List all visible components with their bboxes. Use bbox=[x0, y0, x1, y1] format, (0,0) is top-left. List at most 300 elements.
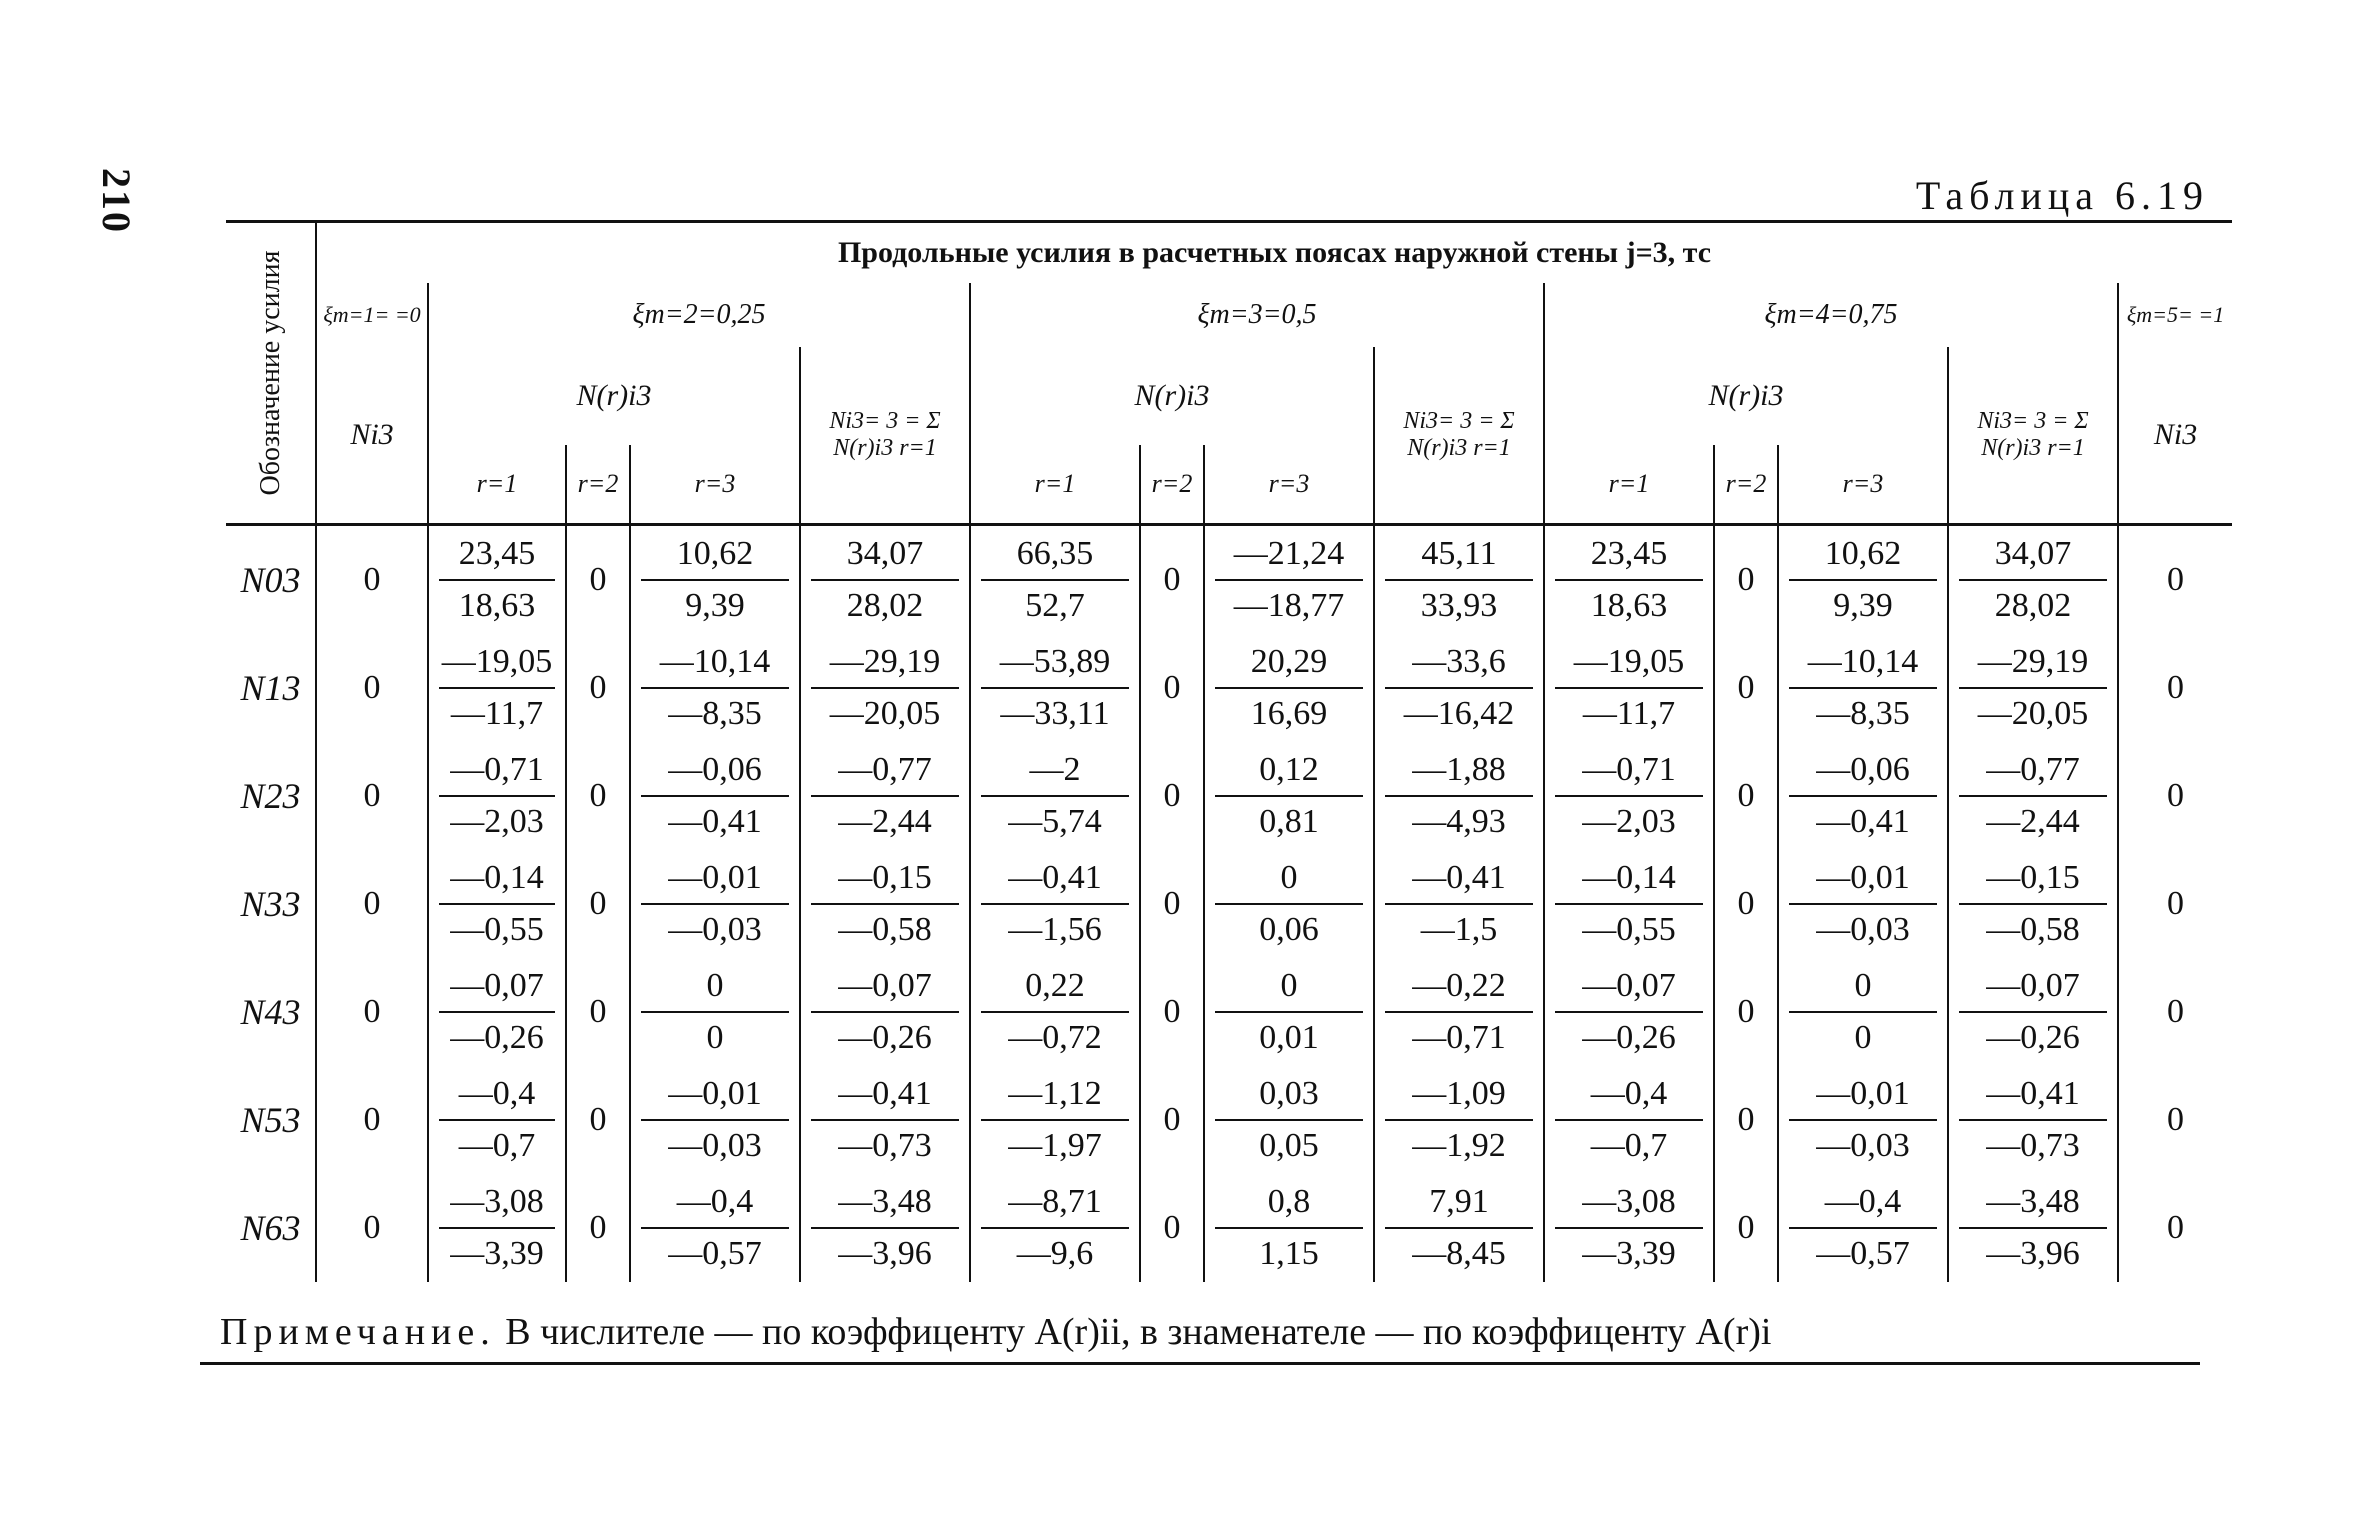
numerator: —0,07 bbox=[811, 961, 959, 1013]
fraction bbox=[429, 637, 565, 739]
fraction-cell bbox=[1204, 634, 1374, 742]
numerator: —1,88 bbox=[1385, 745, 1533, 797]
numerator: —0,71 bbox=[1555, 745, 1703, 797]
denominator: —0,7 bbox=[1590, 1127, 1668, 1164]
fraction bbox=[1205, 1177, 1373, 1279]
xi-group-2: ξm=2=0,25 bbox=[428, 283, 970, 347]
denominator: —0,73 bbox=[1986, 1127, 2080, 1164]
value-xi5: 0 bbox=[2118, 525, 2232, 635]
fraction-cell bbox=[1544, 742, 1714, 850]
zero-cell: 0 bbox=[1714, 850, 1778, 958]
fraction bbox=[971, 1177, 1139, 1279]
fraction-cell bbox=[1374, 1066, 1544, 1174]
denominator: —33,11 bbox=[1000, 695, 1110, 732]
fraction bbox=[1779, 529, 1947, 631]
fraction-cell bbox=[1204, 958, 1374, 1066]
r1-header: r=1 bbox=[428, 445, 566, 525]
numerator: 0 bbox=[1215, 853, 1363, 905]
force-label: N43 bbox=[240, 992, 301, 1032]
table-row bbox=[226, 742, 2232, 850]
table-row bbox=[226, 1174, 2232, 1282]
force-label: N33 bbox=[240, 884, 301, 924]
numerator: 66,35 bbox=[981, 529, 1129, 581]
zero-cell: 0 bbox=[566, 958, 630, 1066]
numerator: —0,07 bbox=[1555, 961, 1703, 1013]
denominator: 52,7 bbox=[1025, 587, 1085, 624]
fraction-cell bbox=[1204, 525, 1374, 635]
fraction-cell bbox=[1778, 850, 1948, 958]
fraction-cell bbox=[1948, 634, 2118, 742]
zero-cell: 0 bbox=[1714, 1066, 1778, 1174]
zero-cell: 0 bbox=[1140, 850, 1204, 958]
note-text: В числителе — по коэффиценту A(r)ii, в знаменателе — по коэффиценту A(r)i bbox=[505, 1311, 1772, 1353]
denominator: —1,56 bbox=[1008, 911, 1102, 948]
denominator: —0,58 bbox=[1986, 911, 2080, 948]
fraction bbox=[971, 961, 1139, 1063]
zero-cell: 0 bbox=[1140, 1174, 1204, 1282]
denominator: —11,7 bbox=[450, 695, 544, 732]
numerator: —0,41 bbox=[981, 853, 1129, 905]
force-label: N13 bbox=[240, 668, 301, 708]
fraction-cell bbox=[428, 1174, 566, 1282]
numerator: —0,41 bbox=[811, 1069, 959, 1121]
numerator: —0,22 bbox=[1385, 961, 1533, 1013]
denominator: —0,26 bbox=[1986, 1019, 2080, 1056]
fraction bbox=[429, 853, 565, 955]
numerator: —0,07 bbox=[439, 961, 555, 1013]
numerator: 0,22 bbox=[981, 961, 1129, 1013]
xi-group-4: ξm=4=0,75 bbox=[1544, 283, 2118, 347]
numerator: —3,48 bbox=[811, 1177, 959, 1229]
numerator: 0,8 bbox=[1215, 1177, 1363, 1229]
value-xi1: 0 bbox=[316, 1174, 428, 1282]
value-xi1: 0 bbox=[316, 958, 428, 1066]
numerator: 7,91 bbox=[1385, 1177, 1533, 1229]
numerator: 34,07 bbox=[1959, 529, 2107, 581]
numerator: 34,07 bbox=[811, 529, 959, 581]
sum-header-4: Ni3= 3 = Σ N(r)i3 r=1 bbox=[1948, 347, 2118, 525]
value-xi5: 0 bbox=[2118, 958, 2232, 1066]
numerator: 0,03 bbox=[1215, 1069, 1363, 1121]
numerator: 0 bbox=[1215, 961, 1363, 1013]
fraction-cell bbox=[630, 525, 800, 635]
xi-group-5: ξm=5= =1 bbox=[2118, 283, 2232, 347]
fraction-cell bbox=[1204, 1066, 1374, 1174]
fraction bbox=[1205, 529, 1373, 631]
denominator: —0,03 bbox=[668, 911, 762, 948]
fraction bbox=[971, 853, 1139, 955]
fraction bbox=[1205, 637, 1373, 739]
fraction-cell bbox=[1544, 634, 1714, 742]
fraction bbox=[631, 961, 799, 1063]
sum-header-2: Ni3= 3 = Σ N(r)i3 r=1 bbox=[800, 347, 970, 525]
table-note bbox=[220, 1310, 1771, 1354]
zero-cell: 0 bbox=[1714, 958, 1778, 1066]
fraction bbox=[1949, 1177, 2117, 1279]
denominator: —1,5 bbox=[1420, 911, 1498, 948]
fraction bbox=[631, 1177, 799, 1279]
fraction bbox=[1375, 1177, 1543, 1279]
bottom-rule bbox=[200, 1362, 2200, 1365]
fraction bbox=[1779, 961, 1947, 1063]
force-label: N03 bbox=[240, 560, 301, 600]
fraction bbox=[631, 637, 799, 739]
fraction bbox=[971, 745, 1139, 847]
numerator: —0,01 bbox=[641, 853, 789, 905]
denominator: —0,58 bbox=[838, 911, 932, 948]
zero-cell: 0 bbox=[1140, 525, 1204, 635]
fraction-cell bbox=[630, 634, 800, 742]
zero-cell: 0 bbox=[1714, 1174, 1778, 1282]
r2-header: r=2 bbox=[1140, 445, 1204, 525]
fraction-cell bbox=[970, 1066, 1140, 1174]
nri3-header-2: N(r)i3 bbox=[428, 347, 800, 445]
numerator: —53,89 bbox=[981, 637, 1129, 689]
fraction bbox=[801, 961, 969, 1063]
denominator: —0,26 bbox=[1582, 1019, 1676, 1056]
denominator: —0,72 bbox=[1008, 1019, 1102, 1056]
value-xi5: 0 bbox=[2118, 1066, 2232, 1174]
zero-cell: 0 bbox=[1714, 742, 1778, 850]
value-xi1: 0 bbox=[316, 850, 428, 958]
denominator: —3,39 bbox=[1582, 1235, 1676, 1272]
denominator: —0,26 bbox=[450, 1019, 544, 1056]
value-xi5: 0 bbox=[2118, 634, 2232, 742]
numerator: —0,71 bbox=[439, 745, 555, 797]
zero-cell: 0 bbox=[1140, 742, 1204, 850]
denominator: —0,03 bbox=[1816, 911, 1910, 948]
fraction-cell bbox=[428, 1066, 566, 1174]
numerator: —19,05 bbox=[439, 637, 555, 689]
denominator: —0,57 bbox=[668, 1235, 762, 1272]
page-number: 210 bbox=[94, 168, 139, 234]
numerator: 23,45 bbox=[1555, 529, 1703, 581]
fraction-cell bbox=[428, 742, 566, 850]
fraction bbox=[1545, 961, 1713, 1063]
fraction-cell bbox=[1948, 958, 2118, 1066]
zero-cell: 0 bbox=[566, 1066, 630, 1174]
fraction bbox=[1949, 853, 2117, 955]
table-caption: Таблица 6.19 bbox=[1915, 173, 2209, 218]
numerator: —0,4 bbox=[641, 1177, 789, 1229]
fraction bbox=[1779, 1177, 1947, 1279]
force-label: N63 bbox=[240, 1208, 301, 1248]
value-xi5: 0 bbox=[2118, 742, 2232, 850]
zero-cell: 0 bbox=[566, 634, 630, 742]
fraction bbox=[801, 637, 969, 739]
numerator: —10,14 bbox=[641, 637, 789, 689]
denominator: —2,03 bbox=[1582, 803, 1676, 840]
fraction bbox=[429, 1177, 565, 1279]
note-label: Примечание. bbox=[220, 1311, 496, 1353]
numerator: —0,06 bbox=[641, 745, 789, 797]
numerator: —0,77 bbox=[811, 745, 959, 797]
denominator: —0,71 bbox=[1412, 1019, 1506, 1056]
numerator: —0,15 bbox=[811, 853, 959, 905]
fraction-cell bbox=[428, 850, 566, 958]
fraction bbox=[429, 529, 565, 631]
zero-cell: 0 bbox=[1140, 958, 1204, 1066]
r1-header: r=1 bbox=[1544, 445, 1714, 525]
fraction-cell bbox=[1948, 850, 2118, 958]
data-table-container bbox=[226, 220, 2225, 1282]
fraction-cell bbox=[1778, 1174, 1948, 1282]
fraction-cell bbox=[1778, 1066, 1948, 1174]
numerator: 20,29 bbox=[1215, 637, 1363, 689]
zero-cell: 0 bbox=[566, 1174, 630, 1282]
numerator: —0,01 bbox=[641, 1069, 789, 1121]
nri3-header-4: N(r)i3 bbox=[1544, 347, 1948, 445]
denominator: 1,15 bbox=[1259, 1235, 1319, 1272]
fraction-cell bbox=[1374, 742, 1544, 850]
zero-cell: 0 bbox=[566, 742, 630, 850]
r1-header: r=1 bbox=[970, 445, 1140, 525]
numerator: 0 bbox=[641, 961, 789, 1013]
fraction bbox=[631, 745, 799, 847]
fraction bbox=[429, 745, 565, 847]
table-body bbox=[226, 525, 2232, 1283]
ni3-header-1: Ni3 bbox=[316, 347, 428, 525]
fraction-cell bbox=[800, 1066, 970, 1174]
fraction bbox=[631, 853, 799, 955]
table-row bbox=[226, 958, 2232, 1066]
numerator: 0 bbox=[1789, 961, 1937, 1013]
denominator: 18,63 bbox=[1590, 587, 1668, 624]
fraction bbox=[1205, 961, 1373, 1063]
zero-cell: 0 bbox=[566, 850, 630, 958]
denominator: 28,02 bbox=[1994, 587, 2072, 624]
denominator: —0,41 bbox=[1816, 803, 1910, 840]
fraction bbox=[1375, 529, 1543, 631]
table-row bbox=[226, 1066, 2232, 1174]
numerator: —19,05 bbox=[1555, 637, 1703, 689]
numerator: 0,12 bbox=[1215, 745, 1363, 797]
numerator: —1,12 bbox=[981, 1069, 1129, 1121]
designation-header: Обозначение усилия bbox=[226, 222, 316, 525]
ni3-header-5: Ni3 bbox=[2118, 347, 2232, 525]
denominator: 33,93 bbox=[1420, 587, 1498, 624]
fraction-cell bbox=[1204, 742, 1374, 850]
fraction-cell bbox=[1204, 1174, 1374, 1282]
xi-group-1: ξm=1= =0 bbox=[316, 283, 428, 347]
fraction bbox=[631, 1069, 799, 1171]
numerator: —0,41 bbox=[1385, 853, 1533, 905]
numerator: 10,62 bbox=[1789, 529, 1937, 581]
fraction bbox=[1779, 853, 1947, 955]
fraction bbox=[801, 1069, 969, 1171]
numerator: —0,4 bbox=[1789, 1177, 1937, 1229]
numerator: —21,24 bbox=[1215, 529, 1363, 581]
denominator: —0,73 bbox=[838, 1127, 932, 1164]
fraction-cell bbox=[1544, 525, 1714, 635]
fraction bbox=[1949, 1069, 2117, 1171]
fraction-cell bbox=[800, 958, 970, 1066]
fraction bbox=[1545, 745, 1713, 847]
denominator: 0 bbox=[706, 1019, 724, 1056]
fraction-cell bbox=[428, 634, 566, 742]
fraction bbox=[1375, 961, 1543, 1063]
fraction-cell bbox=[630, 1066, 800, 1174]
table-row bbox=[226, 525, 2232, 635]
fraction-cell bbox=[1778, 634, 1948, 742]
numerator: —0,01 bbox=[1789, 853, 1937, 905]
fraction bbox=[1375, 1069, 1543, 1171]
r3-header: r=3 bbox=[1204, 445, 1374, 525]
zero-cell: 0 bbox=[1714, 634, 1778, 742]
fraction bbox=[1375, 637, 1543, 739]
numerator: —0,14 bbox=[1555, 853, 1703, 905]
fraction-cell bbox=[1948, 525, 2118, 635]
fraction-cell bbox=[1948, 1174, 2118, 1282]
fraction bbox=[971, 529, 1139, 631]
fraction bbox=[971, 637, 1139, 739]
fraction-cell bbox=[970, 1174, 1140, 1282]
fraction-cell bbox=[970, 742, 1140, 850]
fraction-cell bbox=[428, 958, 566, 1066]
fraction bbox=[801, 529, 969, 631]
zero-cell: 0 bbox=[1140, 634, 1204, 742]
denominator: —8,45 bbox=[1412, 1235, 1506, 1272]
numerator: —1,09 bbox=[1385, 1069, 1533, 1121]
denominator: 28,02 bbox=[846, 587, 924, 624]
fraction-cell bbox=[630, 850, 800, 958]
numerator: 45,11 bbox=[1385, 529, 1533, 581]
fraction-cell bbox=[630, 742, 800, 850]
fraction-cell bbox=[1544, 1066, 1714, 1174]
fraction-cell bbox=[1778, 742, 1948, 850]
fraction-cell bbox=[1948, 1066, 2118, 1174]
denominator: —0,55 bbox=[450, 911, 544, 948]
fraction-cell bbox=[1544, 1174, 1714, 1282]
value-xi1: 0 bbox=[316, 742, 428, 850]
fraction bbox=[1779, 745, 1947, 847]
denominator: 9,39 bbox=[685, 587, 745, 624]
denominator: —8,35 bbox=[668, 695, 762, 732]
r3-header: r=3 bbox=[630, 445, 800, 525]
denominator: —20,05 bbox=[829, 695, 941, 732]
fraction-cell bbox=[1948, 742, 2118, 850]
fraction-cell bbox=[970, 958, 1140, 1066]
numerator: —8,71 bbox=[981, 1177, 1129, 1229]
fraction bbox=[1545, 529, 1713, 631]
denominator: —0,26 bbox=[838, 1019, 932, 1056]
fraction-cell bbox=[800, 850, 970, 958]
fraction-cell bbox=[1544, 958, 1714, 1066]
fraction-cell bbox=[970, 525, 1140, 635]
numerator: —3,48 bbox=[1959, 1177, 2107, 1229]
denominator: —3,39 bbox=[450, 1235, 544, 1272]
fraction-cell bbox=[1374, 850, 1544, 958]
denominator: 0,05 bbox=[1259, 1127, 1319, 1164]
nri3-header-3: N(r)i3 bbox=[970, 347, 1374, 445]
fraction bbox=[429, 961, 565, 1063]
fraction-cell bbox=[800, 634, 970, 742]
fraction bbox=[1779, 1069, 1947, 1171]
denominator: —0,7 bbox=[458, 1127, 536, 1164]
fraction bbox=[1545, 853, 1713, 955]
denominator: 0,01 bbox=[1259, 1019, 1319, 1056]
value-xi5: 0 bbox=[2118, 1174, 2232, 1282]
fraction bbox=[1375, 745, 1543, 847]
denominator: 18,63 bbox=[458, 587, 536, 624]
denominator: —0,41 bbox=[668, 803, 762, 840]
fraction bbox=[631, 529, 799, 631]
denominator: 0 bbox=[1854, 1019, 1872, 1056]
numerator: —3,08 bbox=[1555, 1177, 1703, 1229]
numerator: —0,4 bbox=[1555, 1069, 1703, 1121]
fraction-cell bbox=[970, 850, 1140, 958]
numerator: —0,14 bbox=[439, 853, 555, 905]
xi-group-3: ξm=3=0,5 bbox=[970, 283, 1544, 347]
fraction bbox=[1545, 1177, 1713, 1279]
value-xi1: 0 bbox=[316, 525, 428, 635]
fraction bbox=[1949, 529, 2117, 631]
forces-table bbox=[226, 220, 2232, 1282]
denominator: —3,96 bbox=[838, 1235, 932, 1272]
numerator: —0,01 bbox=[1789, 1069, 1937, 1121]
fraction-cell bbox=[1778, 958, 1948, 1066]
numerator: —2 bbox=[981, 745, 1129, 797]
numerator: —0,41 bbox=[1959, 1069, 2107, 1121]
force-label: N53 bbox=[240, 1100, 301, 1140]
numerator: 23,45 bbox=[439, 529, 555, 581]
denominator: —0,57 bbox=[1816, 1235, 1910, 1272]
fraction-cell bbox=[1374, 525, 1544, 635]
fraction bbox=[1949, 745, 2117, 847]
fraction bbox=[1949, 637, 2117, 739]
denominator: —20,05 bbox=[1977, 695, 2089, 732]
zero-cell: 0 bbox=[1140, 1066, 1204, 1174]
numerator: —0,15 bbox=[1959, 853, 2107, 905]
sum-header-3: Ni3= 3 = Σ N(r)i3 r=1 bbox=[1374, 347, 1544, 525]
fraction bbox=[1545, 637, 1713, 739]
fraction bbox=[1949, 961, 2117, 1063]
denominator: —2,44 bbox=[1986, 803, 2080, 840]
fraction-cell bbox=[1374, 1174, 1544, 1282]
fraction-cell bbox=[800, 1174, 970, 1282]
numerator: —0,07 bbox=[1959, 961, 2107, 1013]
denominator: —18,77 bbox=[1233, 587, 1345, 624]
denominator: —4,93 bbox=[1412, 803, 1506, 840]
numerator: —0,4 bbox=[439, 1069, 555, 1121]
fraction bbox=[971, 1069, 1139, 1171]
denominator: —0,03 bbox=[668, 1127, 762, 1164]
fraction-cell bbox=[630, 1174, 800, 1282]
numerator: 10,62 bbox=[641, 529, 789, 581]
denominator: —11,7 bbox=[1582, 695, 1676, 732]
denominator: —2,03 bbox=[450, 803, 544, 840]
fraction bbox=[1205, 1069, 1373, 1171]
numerator: —29,19 bbox=[811, 637, 959, 689]
fraction-cell bbox=[630, 958, 800, 1066]
denominator: 0,06 bbox=[1259, 911, 1319, 948]
denominator: —0,55 bbox=[1582, 911, 1676, 948]
numerator: —3,08 bbox=[439, 1177, 555, 1229]
zero-cell: 0 bbox=[1714, 525, 1778, 635]
denominator: —5,74 bbox=[1008, 803, 1102, 840]
fraction bbox=[429, 1069, 565, 1171]
table-title: Продольные усилия в расчетных поясах наружной стены j=3, тс bbox=[316, 222, 2232, 284]
numerator: —0,06 bbox=[1789, 745, 1937, 797]
fraction-cell bbox=[428, 525, 566, 635]
value-xi1: 0 bbox=[316, 1066, 428, 1174]
denominator: 0,81 bbox=[1259, 803, 1319, 840]
fraction bbox=[1205, 853, 1373, 955]
table-row bbox=[226, 634, 2232, 742]
fraction-cell bbox=[800, 742, 970, 850]
denominator: —3,96 bbox=[1986, 1235, 2080, 1272]
denominator: —8,35 bbox=[1816, 695, 1910, 732]
